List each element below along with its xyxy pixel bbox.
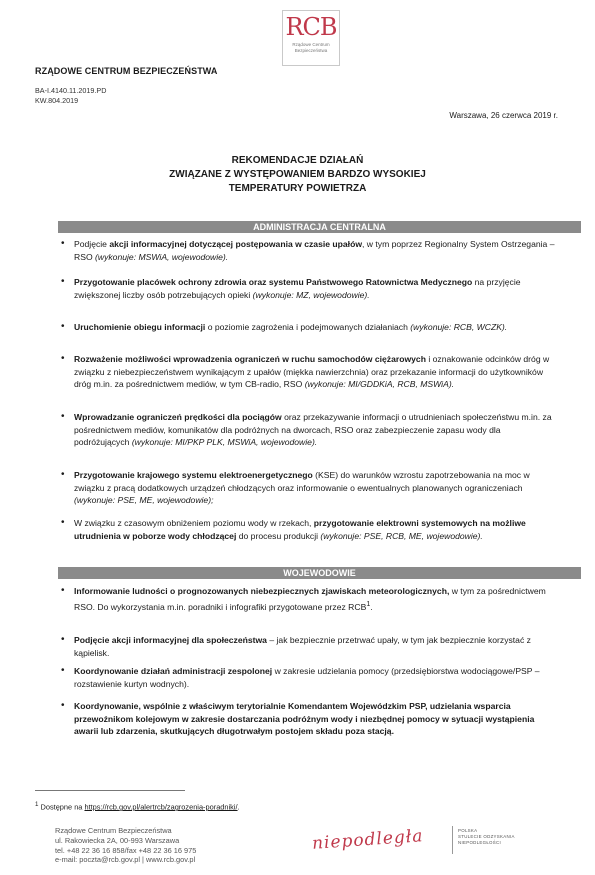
item-text-run: Przygotowanie krajowego systemu elektroenergetycznego [74, 470, 313, 480]
bullet-icon: • [61, 585, 65, 596]
niepodlegla-caption [458, 828, 515, 846]
footnote-prefix: Dostępne na [40, 802, 85, 812]
bullet-icon: • [61, 469, 65, 480]
item-text-run: Wprowadzanie ograniczeń prędkości dla pociągów [74, 412, 282, 422]
list-item [61, 585, 557, 613]
title-line: ZWIĄZANE Z WYSTĘPOWANIEM BARDZO WYSOKIEJ [169, 169, 426, 180]
item-text-run: do procesu produkcji [236, 530, 321, 541]
caption-line: NIEPODLEGŁOŚCI [458, 840, 501, 845]
footer-address [55, 826, 196, 865]
bullet-icon: • [61, 411, 65, 422]
item-text-run: przygotowanie elektrowni systemowych na możliwe utrudnienia w poborze wody chłodzącej [74, 518, 526, 541]
reference-number: BA-I.4140.11.2019.PD [35, 86, 107, 95]
document-date: Warszawa, 26 czerwca 2019 r. [449, 111, 558, 120]
item-text-run: w tym za pośrednictwem RSO. Do wykorzystania m.in. poradniki i infografiki przygotowane przez RCB [74, 586, 546, 612]
item-text-run: Koordynowanie działań administracji zespolonej [74, 666, 273, 676]
item-text-run: o poziomie zagrożenia i podejmowanych działaniach [205, 322, 411, 332]
footer-line: ul. Rakowiecka 2A, 00-993 Warszawa [55, 835, 180, 845]
item-text-run: na przyjęcie zwiększonej liczby osób potrzebujących opieki [74, 277, 521, 300]
list-item [61, 276, 557, 301]
list-item [61, 700, 557, 738]
item-text-run: Podjęcie [74, 239, 110, 249]
item-text-run: (wykonuje: PSE, ME, wojewodowie); [74, 495, 214, 505]
item-text-run: Koordynowanie, wspólnie z właściwym terytorialnie Komendantem Wojewódzkim PSP, udzielania wsparcia przewoźnikom kolejowym w zakresie dostarczania podróżnym wody i niezbędnej pomocy w sytuacji wystąpienia awarii lub zdarzenia, skutkujących długotrwałym postojem składu poza stacją. [74, 701, 535, 736]
item-text-run: – jak bezpiecznie przetrwać upały, w tym jak bezpiecznie korzystać z kąpielisk. [74, 635, 531, 658]
item-text-run: (wykonuje: MSWiA, wojewodowie). [95, 251, 229, 262]
bullet-icon: • [61, 238, 65, 249]
footnote-mark: 1 [35, 801, 39, 808]
item-text-run: (wykonuje: RCB, WCZK). [410, 322, 508, 332]
item-text-run: i oznakowanie odcinków dróg w związku z niebezpieczeństwem wynikającym z upałów (miękka nawierzchnia) oraz przekazanie informacji do użytkowników dróg m.in. za pośrednictwem mediów, w tym CB-radio, RSO [74, 354, 550, 389]
bullet-icon: • [61, 321, 65, 332]
footnote-link[interactable]: https://rcb.gov.pl/alertrcb/zagrozenia-poradniki/ [84, 802, 238, 812]
item-text-run: (wykonuje: MZ, wojewodowie). [252, 289, 370, 300]
footer-line: e-mail: poczta@rcb.gov.pl | www.rcb.gov.pl [55, 855, 196, 865]
item-text-run: (wykonuje: MI/PKP PLK, MSWiA, wojewodowie). [131, 437, 318, 447]
item-text-run: . [370, 601, 373, 612]
item-text-run: akcji informacyjnej dotyczącej postępowania w czasie upałów [109, 239, 363, 249]
item-text-run: (KSE) do warunków wzrostu zapotrzebowania na moc w związku z pracą dodatkowych urządzeń chłodzących oraz informowanie o ewentualnych planowanych ograniczeniach [74, 470, 530, 493]
list-item [61, 353, 557, 391]
item-text-run: Rozważenie możliwości wprowadzenia ograniczeń w ruchu samochodów ciężarowych [74, 354, 426, 364]
rcb-logo [282, 10, 340, 66]
item-text-run: w zakresie udzielania pomocy (przedsiębiorstwa wodociągowe/PSP – rozstawienie kurtyn wodnych). [74, 666, 540, 689]
list-item [61, 634, 557, 659]
item-text-run: Podjęcie akcji informacyjnej dla społeczeństwa [74, 635, 267, 645]
caption-line: STULECIE ODZYSKANIA [458, 834, 515, 839]
list-item [61, 321, 557, 334]
rcb-logo-mark: RCB [285, 13, 337, 41]
item-text-run: (wykonuje: MI/GDDKiA, RCB, MSWiA). [304, 379, 455, 389]
list-item [61, 238, 557, 263]
organization-name: RZĄDOWE CENTRUM BEZPIECZEŃSTWA [35, 66, 218, 76]
section-heading: ADMINISTRACJA CENTRALNA [58, 221, 581, 233]
list-item [61, 665, 557, 690]
footer-line: Rządowe Centrum Bezpieczeństwa [55, 826, 172, 835]
list-item [61, 411, 557, 449]
niepodlegla-logo: niepodległa [311, 826, 425, 854]
bullet-icon: • [61, 634, 65, 645]
bullet-icon: • [61, 517, 65, 528]
bullet-icon: • [61, 700, 65, 711]
footnote-divider [35, 790, 185, 791]
footer-line: tel. +48 22 36 16 858/fax +48 22 36 16 975 [55, 845, 197, 855]
list-item [61, 517, 557, 542]
item-text-run: , w tym poprzez Regionalny System Ostrzegania – RSO [74, 239, 555, 262]
footnote-suffix: . [237, 802, 240, 812]
document-title [0, 154, 595, 196]
item-text-run: Informowanie ludności o prognozowanych niebezpiecznych zjawiskach meteorologicznych, [74, 586, 450, 596]
list-item [61, 469, 557, 507]
item-text-run: (wykonuje: PSE, RCB, ME, wojewodowie). [320, 530, 483, 541]
reference-number-2: KW.804.2019 [35, 96, 79, 105]
caption-line: POLSKA [458, 828, 478, 833]
rcb-logo-subtitle: Rządowe Centrum Bezpieczeństwa [292, 42, 330, 53]
footnote [35, 801, 240, 811]
title-line: REKOMENDACJE DZIAŁAŃ [231, 155, 364, 166]
item-text-run: Uruchomienie obiegu informacji [74, 322, 206, 332]
item-text-run: oraz przekazywanie informacji o utrudnieniach społeczeństwu m.in. za pośrednictwem mediów, komunikatów dla podróżnych na dworcach, RSO oraz zabezpieczenie zapasu wody dla podróżujących [74, 412, 552, 447]
item-text-run: W związku z czasowym obniżeniem poziomu wody w rzekach, [74, 518, 314, 528]
section-heading: WOJEWODOWIE [58, 567, 581, 579]
title-line: TEMPERATURY POWIETRZA [228, 183, 367, 194]
bullet-icon: • [61, 353, 65, 364]
logo-divider [452, 826, 453, 854]
bullet-icon: • [61, 276, 65, 287]
item-text-run: 1 [366, 599, 371, 608]
item-text-run: Przygotowanie placówek ochrony zdrowia oraz systemu Państwowego Ratownictwa Medycznego [74, 277, 473, 287]
bullet-icon: • [61, 665, 65, 676]
